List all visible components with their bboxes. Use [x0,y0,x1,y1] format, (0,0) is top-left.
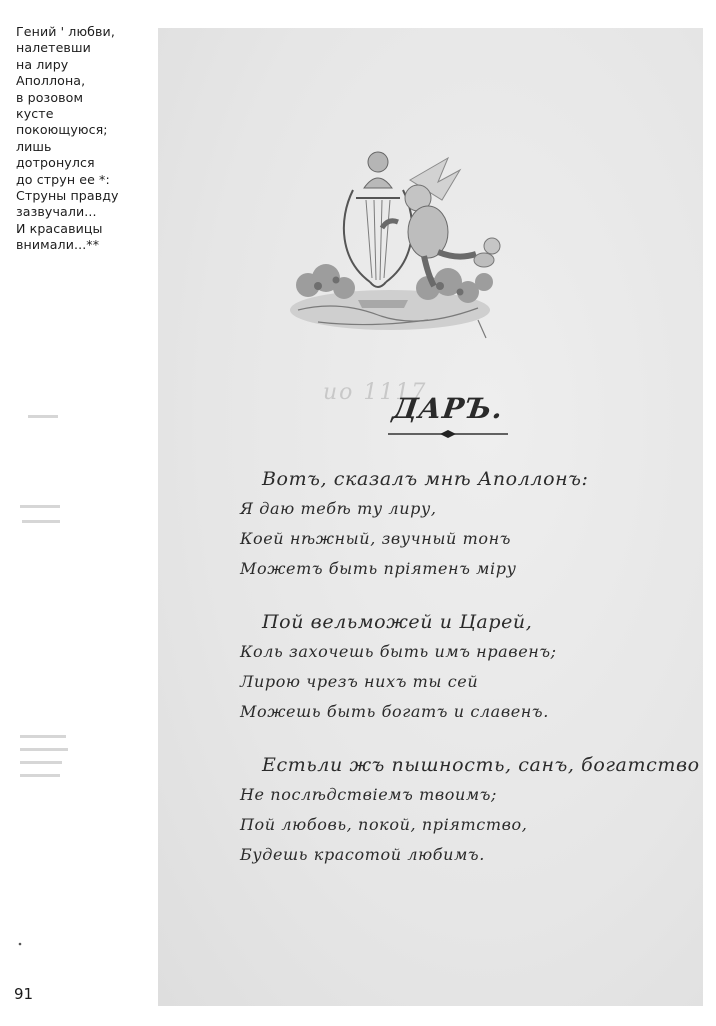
poem-title-block [383,392,513,444]
stanza [240,607,680,727]
cupid-lyre-vignette-icon [278,110,508,350]
stanza [240,464,680,584]
verse-line: Пой любовь, покой, пріятство, [240,815,528,834]
manuscript-page [158,28,703,1006]
caption-line: до струн ее *: [16,171,110,187]
stanza [240,750,700,870]
caption-line: налетевши [16,40,91,56]
verse-line: Не послѣдствіемъ твоимъ; [240,785,498,804]
caption-line: внимали...** [16,237,100,253]
verse-line: Коей нѣжный, звучный тонъ [240,529,512,548]
faded-pencil-mark: ио 1117 [323,380,428,405]
caption-line: дотронулся [16,155,95,171]
caption-line: И красавицы [16,220,103,236]
verse-line: Коль захочешь быть имъ нравенъ; [240,642,557,661]
bleed-through-marks [0,0,158,1026]
caption-line: Струны правду [16,188,119,204]
caption-line: зазвучали... [16,204,97,220]
verse-line: Можетъ быть пріятенъ міру [240,559,517,578]
poem-title: ДАРЪ. [390,392,506,425]
caption-line: Гений ' любви, [16,24,115,39]
verse-line: Можешь быть богатъ и славенъ. [240,702,549,721]
caption-line: Аполлона, [16,73,86,89]
caption-line: кусте [16,106,54,122]
verse-line: Лирою чрезъ нихъ ты сей [240,672,479,691]
caption-line: лишь [16,138,52,154]
page-number: 91 [14,985,34,1003]
title-flourish-rule [386,429,510,439]
verse-line: Я даю тебѣ ту лиру, [240,499,437,518]
verse-line: Пой вельможей и Царей, [262,611,533,633]
poem-body [240,464,700,893]
verse-line: Будешь красотой любимъ. [240,845,485,864]
caption-line: в розовом [16,89,84,105]
caption-line: покоющуюся; [16,122,108,138]
caption-line: на лиру [16,56,69,72]
verse-line: Вотъ, сказалъ мнѣ Аполлонъ: [262,468,589,490]
verse-line: Естьли жъ пышность, санъ, богатство [262,754,700,776]
